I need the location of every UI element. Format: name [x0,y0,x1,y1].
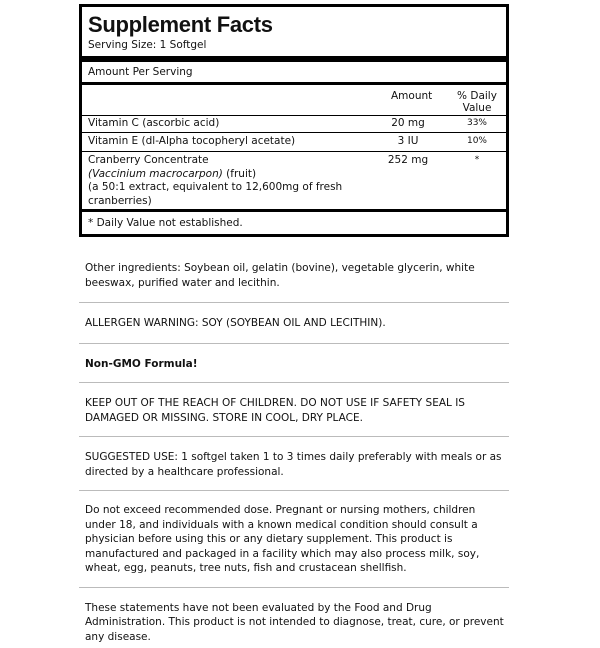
non-gmo-statement: Non-GMO Formula! [79,344,509,383]
nutrient-name: Vitamin C (ascorbic acid) [88,117,219,130]
column-header-daily-value [452,90,502,114]
supplement-facts-panel [79,4,509,237]
serving-size: Serving Size: 1 Softgel [88,38,506,52]
label-text-sections [79,238,509,648]
nutrient-amount: 3 IU [378,135,438,148]
column-header-row [82,85,506,115]
facts-title: Supplement Facts [88,13,506,37]
cranberry-latin-name: (Vaccinium macrocarpon) [88,168,223,180]
cranberry-line3: (a 50:1 extract, equivalent to 12,600mg of fresh [88,181,342,193]
fda-disclaimer: These statements have not been evaluated by the Food and Drug Administration. This product is not intended to diagnose, treat, cure, or prevent any disease. [79,588,509,648]
other-ingredients: Other ingredients: Soybean oil, gelatin (bovine), vegetable glycerin, white beeswax, purified water and lecithin. [79,238,509,302]
daily-value-line2: Value [463,102,492,114]
nutrient-row-vitamin-c [82,116,506,132]
daily-value-line1: % Daily [457,90,497,102]
nutrient-daily-value: * [454,154,500,167]
nutrient-daily-value: 10% [454,135,500,148]
nutrient-row-vitamin-e [82,133,506,151]
nutrient-row-cranberry [82,152,506,209]
cranberry-description [88,154,368,208]
keep-out-warning: KEEP OUT OF THE REACH OF CHILDREN. DO NOT USE IF SAFETY SEAL IS DAMAGED OR MISSING. STORE IN COOL, DRY PLACE. [79,383,509,436]
allergen-warning: ALLERGEN WARNING: SOY (SOYBEAN OIL AND LECITHIN). [79,303,509,343]
column-header-amount: Amount [391,90,432,102]
nutrient-daily-value: 33% [454,117,500,130]
cranberry-part: (fruit) [223,168,256,180]
cranberry-line1: Cranberry Concentrate [88,154,209,166]
nutrient-amount: 20 mg [378,117,438,130]
amount-per-serving: Amount Per Serving [82,62,506,82]
suggested-use: SUGGESTED USE: 1 softgel taken 1 to 3 times daily preferably with meals or as directed by a healthcare professional. [79,437,509,490]
nutrient-name: Vitamin E (dl-Alpha tocopheryl acetate) [88,135,295,148]
nutrient-amount: 252 mg [378,154,438,167]
caution-statement: Do not exceed recommended dose. Pregnant or nursing mothers, children under 18, and individuals with a known medical condition should consult a physician before using this or any dietary supplement. This product is manufactured and packaged in a facility which may also process milk, soy, wheat, egg, peanuts, tree nuts, fish and crustacean shellfish. [79,491,509,587]
daily-value-footnote: * Daily Value not established. [82,212,506,230]
cranberry-line4: cranberries) [88,195,152,207]
